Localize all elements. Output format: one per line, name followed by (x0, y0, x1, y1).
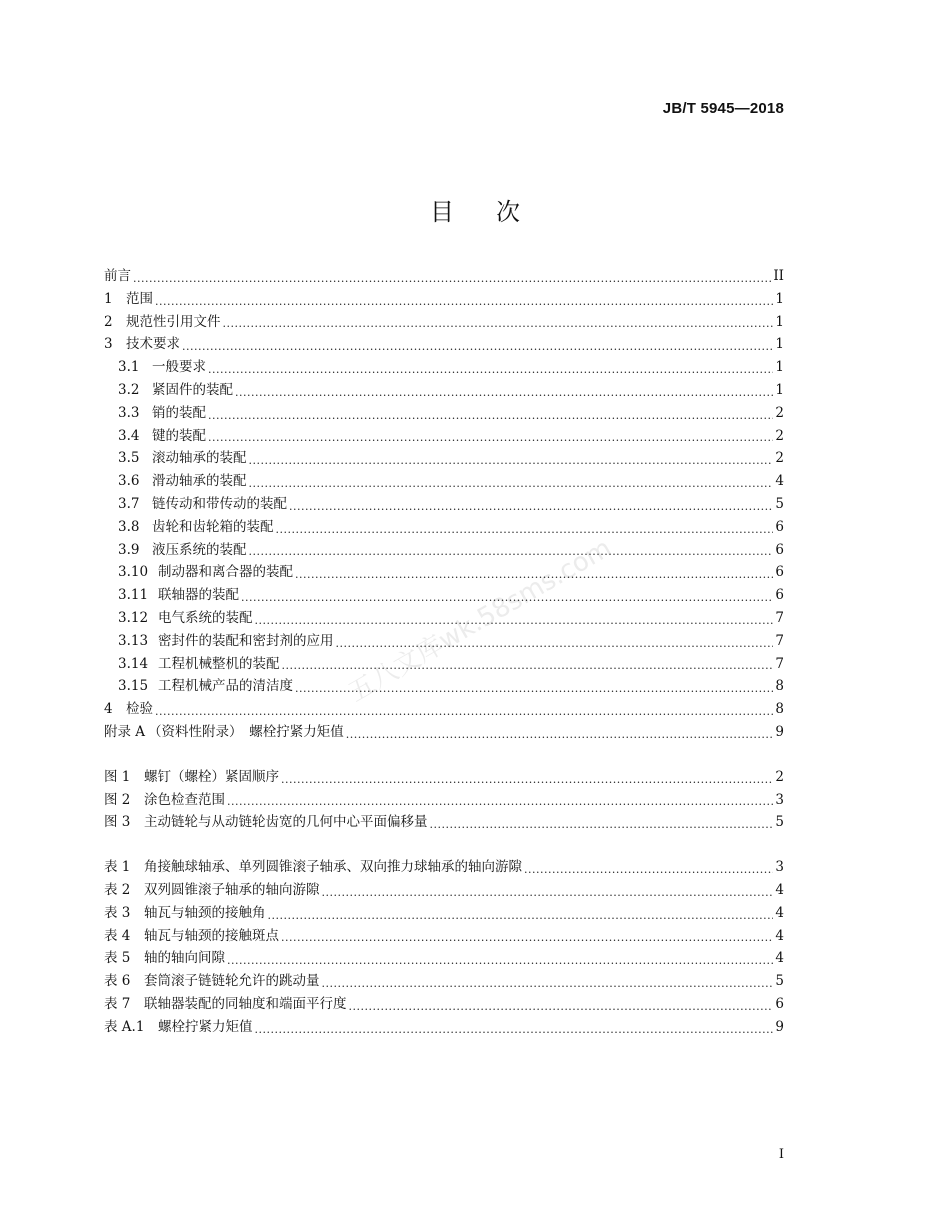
toc-entry-label: 制动器和离合器的装配 (158, 564, 293, 581)
toc-entry-number: 3 (104, 336, 113, 353)
toc-entry-label: 技术要求 (126, 336, 180, 353)
toc-entry-label: 液压系统的装配 (152, 541, 247, 558)
figure-entry[interactable] (104, 789, 784, 812)
toc-entry-page: 2 (775, 768, 784, 785)
toc-entry-label: 规范性引用文件 (126, 313, 221, 330)
figure-entry[interactable] (104, 766, 784, 789)
toc-entry-number: 3.2 (118, 381, 140, 398)
toc-entry-label: 密封件的装配和密封剂的应用 (158, 632, 334, 649)
table-entry[interactable] (104, 902, 784, 925)
toc-entry-page: 5 (775, 973, 784, 990)
dot-leader (349, 993, 774, 1016)
toc-entry-number: 表 3 (104, 904, 131, 921)
toc-entry-page: 7 (775, 655, 784, 672)
dot-leader (346, 721, 774, 744)
table-entry[interactable] (104, 970, 784, 993)
toc-entry-label: 电气系统的装配 (158, 609, 253, 626)
toc-entry-number: 3.5 (118, 450, 140, 467)
toc-entry-label: 螺栓拧紧力矩值 (158, 1018, 253, 1035)
toc-entry[interactable] (104, 721, 784, 744)
toc-entry-page: 2 (775, 450, 784, 467)
toc-entry-number: 3.6 (118, 473, 140, 490)
toc-entry-page: 1 (775, 313, 784, 330)
dot-leader (322, 879, 774, 902)
table-entry[interactable] (104, 925, 784, 948)
dot-leader (281, 925, 773, 948)
page-number: I (778, 1147, 784, 1162)
toc-entry-number: 2 (104, 313, 113, 330)
table-entry[interactable] (104, 879, 784, 902)
title-char-1: 目 (430, 198, 454, 226)
toc-entry-page: 4 (775, 927, 784, 944)
toc-entry[interactable] (104, 607, 784, 630)
toc-entry-page: 7 (775, 632, 784, 649)
dot-leader (249, 539, 774, 562)
toc-entry[interactable] (104, 516, 784, 539)
toc-entry-label: 轴的轴向间隙 (144, 950, 225, 967)
toc-entry-label: （资料性附录） 螺栓拧紧力矩值 (148, 723, 344, 740)
toc-entry-number: 表 6 (104, 973, 131, 990)
dot-leader (182, 333, 773, 356)
toc-figures (104, 766, 784, 834)
toc-entry-page: 4 (775, 950, 784, 967)
figure-entry[interactable] (104, 811, 784, 834)
toc-entry-page: 1 (775, 290, 784, 307)
toc-entry-label: 轴瓦与轴颈的接触斑点 (144, 927, 279, 944)
toc-entry-label: 工程机械整机的装配 (158, 655, 280, 672)
table-entry[interactable] (104, 856, 784, 879)
toc-entry-number: 3.11 (118, 587, 149, 604)
toc-entry-page: 9 (775, 1018, 784, 1035)
toc-entry-label: 一般要求 (152, 359, 206, 376)
toc-entry-label: 主动链轮与从动链轮齿宽的几何中心平面偏移量 (144, 814, 428, 831)
toc-entry-number: 3.8 (118, 518, 140, 535)
toc-entry-label: 滚动轴承的装配 (152, 450, 247, 467)
toc-entry[interactable] (104, 265, 784, 288)
toc-entry-label: 联轴器的装配 (158, 587, 239, 604)
toc-entry-page: 4 (775, 904, 784, 921)
dot-leader (241, 584, 773, 607)
toc-entry-number: 3.14 (118, 655, 149, 672)
dot-leader (289, 493, 773, 516)
toc-entry[interactable] (104, 653, 784, 676)
toc-entry-number: 3.12 (118, 609, 149, 626)
toc-entry[interactable] (104, 288, 784, 311)
toc-entry-page: 3 (775, 791, 784, 808)
dot-leader (295, 675, 773, 698)
toc-entry-page: 4 (775, 473, 784, 490)
toc-entry[interactable] (104, 447, 784, 470)
toc-entry-number: 4 (104, 701, 113, 718)
toc-entry-page: 6 (775, 541, 784, 558)
toc-entry-page: 2 (775, 427, 784, 444)
toc-entry[interactable] (104, 356, 784, 379)
toc-sections (104, 265, 784, 744)
toc-entry-number: 表 2 (104, 881, 131, 898)
toc-entry-label: 螺钉（螺栓）紧固顺序 (144, 768, 279, 785)
toc-entry[interactable] (104, 561, 784, 584)
toc-entry-page: 3 (775, 859, 784, 876)
toc-entry-label: 工程机械产品的清洁度 (158, 678, 293, 695)
toc-entry-page: 5 (775, 814, 784, 831)
table-entry[interactable] (104, 1016, 784, 1039)
toc-entry-page: 9 (775, 723, 784, 740)
watermark: 五八文库wk.58sms.com (343, 533, 617, 709)
toc-entry-label: 检验 (126, 701, 153, 718)
toc-entry-number: 表 A.1 (104, 1018, 145, 1035)
toc-entry-label: 联轴器装配的同轴度和端面平行度 (144, 995, 347, 1012)
dot-leader (282, 653, 774, 676)
toc-entry-number: 图 1 (104, 768, 131, 785)
dot-leader (255, 607, 774, 630)
toc-entry-label: 齿轮和齿轮箱的装配 (152, 518, 274, 535)
toc-entry-page: 7 (775, 609, 784, 626)
toc-entry-number: 表 5 (104, 950, 131, 967)
dot-leader (322, 970, 774, 993)
toc-entry-label: 键的装配 (152, 427, 206, 444)
toc-entry[interactable] (104, 425, 784, 448)
toc-entry-page: 1 (775, 381, 784, 398)
toc-entry-label: 轴瓦与轴颈的接触角 (144, 904, 266, 921)
toc-entry-label: 双列圆锥滚子轴承的轴向游隙 (144, 881, 320, 898)
toc-entry-page: II (773, 268, 784, 284)
dot-leader (276, 516, 774, 539)
dot-leader (227, 947, 773, 970)
dot-leader (208, 425, 773, 448)
dot-leader (336, 630, 774, 653)
toc-entry-page: 5 (775, 495, 784, 512)
dot-leader (227, 789, 773, 812)
toc-entry-number: 3.3 (118, 404, 140, 421)
toc-entry-page: 2 (775, 404, 784, 421)
toc-entry-label: 涂色检查范围 (144, 791, 225, 808)
table-entry[interactable] (104, 947, 784, 970)
toc-entry[interactable] (104, 698, 784, 721)
dot-leader (255, 1016, 774, 1039)
toc-entry-label: 前言 (104, 268, 131, 284)
toc-entry-label: 链传动和带传动的装配 (152, 495, 287, 512)
dot-leader (281, 766, 773, 789)
table-of-contents (104, 265, 784, 1039)
toc-entry-page: 6 (775, 995, 784, 1012)
toc-entry-number: 3.1 (118, 359, 140, 376)
toc-entry[interactable] (104, 333, 784, 356)
dot-leader (249, 470, 774, 493)
toc-entry[interactable] (104, 379, 784, 402)
toc-entry-page: 6 (775, 587, 784, 604)
toc-entry-label: 范围 (126, 290, 153, 307)
toc-entry-number: 图 3 (104, 814, 131, 831)
toc-entry[interactable] (104, 584, 784, 607)
dot-leader (524, 856, 773, 879)
toc-entry[interactable] (104, 493, 784, 516)
dot-leader (430, 811, 774, 834)
toc-entry[interactable] (104, 311, 784, 334)
standard-code: JB/T 5945—2018 (662, 100, 784, 117)
toc-entry-label: 销的装配 (152, 404, 206, 421)
title-char-2: 次 (496, 198, 520, 226)
dot-leader (155, 288, 773, 311)
toc-entry-label: 套筒滚子链链轮允许的跳动量 (144, 973, 320, 990)
toc-entry-page: 6 (775, 518, 784, 535)
toc-entry-number: 表 7 (104, 995, 131, 1012)
toc-entry-page: 4 (775, 881, 784, 898)
table-entry[interactable] (104, 993, 784, 1016)
toc-entry-number: 3.10 (118, 564, 149, 581)
toc-entry[interactable] (104, 470, 784, 493)
toc-entry[interactable] (104, 402, 784, 425)
toc-entry-number: 图 2 (104, 791, 131, 808)
dot-leader (249, 447, 774, 470)
dot-leader (235, 379, 773, 402)
toc-entry-number: 3.9 (118, 541, 140, 558)
toc-entry-number: 表 4 (104, 927, 131, 944)
toc-entry-page: 8 (775, 701, 784, 718)
dot-leader (208, 356, 773, 379)
toc-entry-label: 滑动轴承的装配 (152, 473, 247, 490)
toc-entry-label: 紧固件的装配 (152, 381, 233, 398)
toc-entry-number: 3.15 (118, 678, 149, 695)
toc-entry-number: 3.13 (118, 632, 149, 649)
toc-entry-page: 1 (775, 336, 784, 353)
dot-leader (208, 402, 773, 425)
toc-tables (104, 856, 784, 1038)
toc-entry-label: 角接触球轴承、单列圆锥滚子轴承、双向推力球轴承的轴向游隙 (144, 859, 522, 876)
dot-leader (295, 561, 773, 584)
toc-entry-page: 1 (775, 359, 784, 376)
toc-entry-number: 3.7 (118, 495, 140, 512)
toc-entry-number: 3.4 (118, 427, 140, 444)
toc-entry-page: 6 (775, 564, 784, 581)
dot-leader (268, 902, 774, 925)
toc-entry[interactable] (104, 630, 784, 653)
dot-leader (223, 311, 774, 334)
toc-entry-number: 表 1 (104, 859, 131, 876)
dot-leader (133, 265, 771, 288)
toc-entry[interactable] (104, 539, 784, 562)
toc-entry-page: 8 (775, 678, 784, 695)
dot-leader (155, 698, 773, 721)
toc-entry[interactable] (104, 675, 784, 698)
page-title (0, 192, 950, 227)
toc-entry-number: 附录 A (104, 723, 146, 740)
toc-entry-number: 1 (104, 290, 113, 307)
